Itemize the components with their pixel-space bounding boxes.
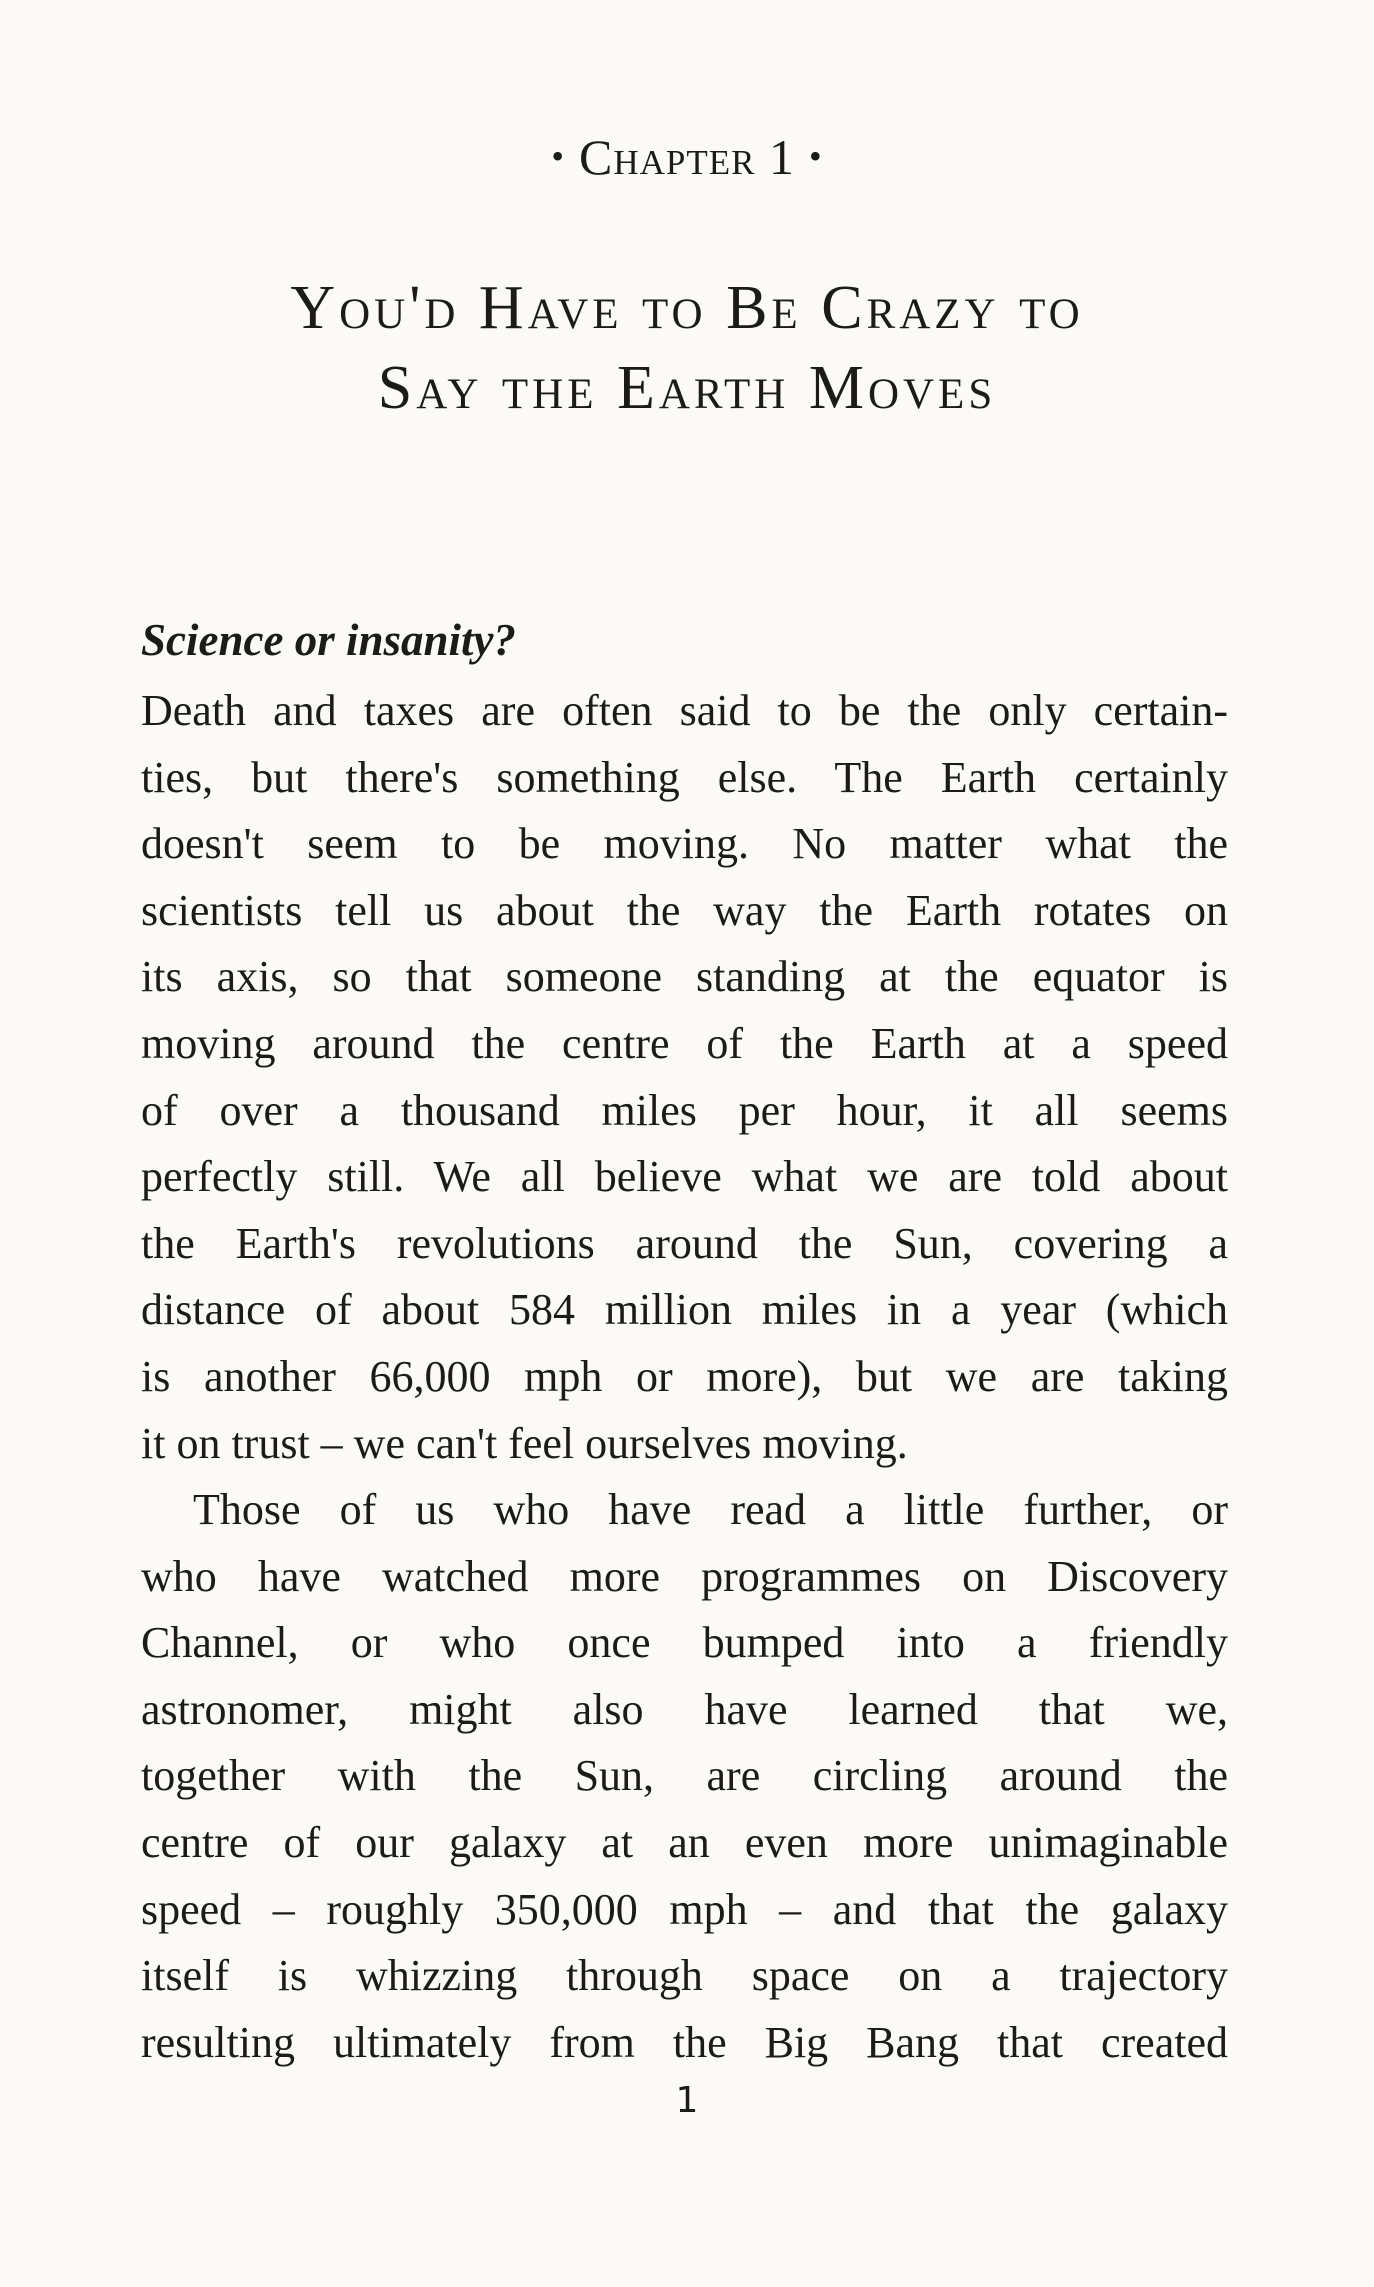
text-line: the Earth's revolutions around the Sun, covering a (141, 1218, 1228, 1268)
text-line: moving around the centre of the Earth at a speed (141, 1018, 1228, 1068)
text-line: centre of our galaxy at an even more unimaginable (141, 1817, 1228, 1867)
text-line: resulting ultimately from the Big Bang that created (141, 2017, 1228, 2067)
text-line: speed – roughly 350,000 mph – and that the galaxy (141, 1884, 1228, 1934)
text-line: doesn't seem to be moving. No matter what the (141, 819, 1228, 869)
text-line: Death and taxes are often said to be the only certain- (141, 686, 1228, 735)
text-line: scientists tell us about the way the Earth rotates on (141, 885, 1228, 935)
paragraph-2 (141, 1477, 1228, 2076)
page-number: 1 (675, 2080, 699, 2121)
text-line: itself is whizzing through space on a trajectory (141, 1951, 1228, 2001)
text-line: distance of about 584 million miles in a year (which (141, 1285, 1228, 1335)
bullet-right: • (808, 136, 823, 176)
text-line: who have watched more programmes on Discovery (141, 1551, 1228, 1601)
text-line: perfectly still. We all believe what we are told about (141, 1152, 1228, 1202)
chapter-number-label: Chapter 1 (579, 129, 795, 185)
text-line: Those of us who have read a little further, or (193, 1485, 1228, 1534)
text-line: it on trust – we can't feel ourselves moving. (141, 1418, 908, 1468)
text-line: of over a thousand miles per hour, it all seems (141, 1085, 1228, 1135)
chapter-label (0, 128, 1374, 186)
text-line: together with the Sun, are circling around the (141, 1751, 1228, 1801)
section-heading: Science or insanity? (141, 615, 517, 665)
text-line: ties, but there's something else. The Earth certainly (141, 752, 1228, 802)
chapter-title-line: You'd Have to Be Crazy to (290, 274, 1084, 342)
chapter-title-line: Say the Earth Moves (377, 354, 997, 422)
text-line: astronomer, might also have learned that we, (141, 1684, 1228, 1734)
text-line: its axis, so that someone standing at the equator is (141, 952, 1228, 1002)
paragraph-1 (141, 678, 1228, 1477)
chapter-title (100, 268, 1274, 428)
bullet-left: • (551, 136, 565, 176)
text-line: is another 66,000 mph or more), but we are taking (141, 1351, 1228, 1401)
text-line: Channel, or who once bumped into a friendly (141, 1618, 1228, 1668)
